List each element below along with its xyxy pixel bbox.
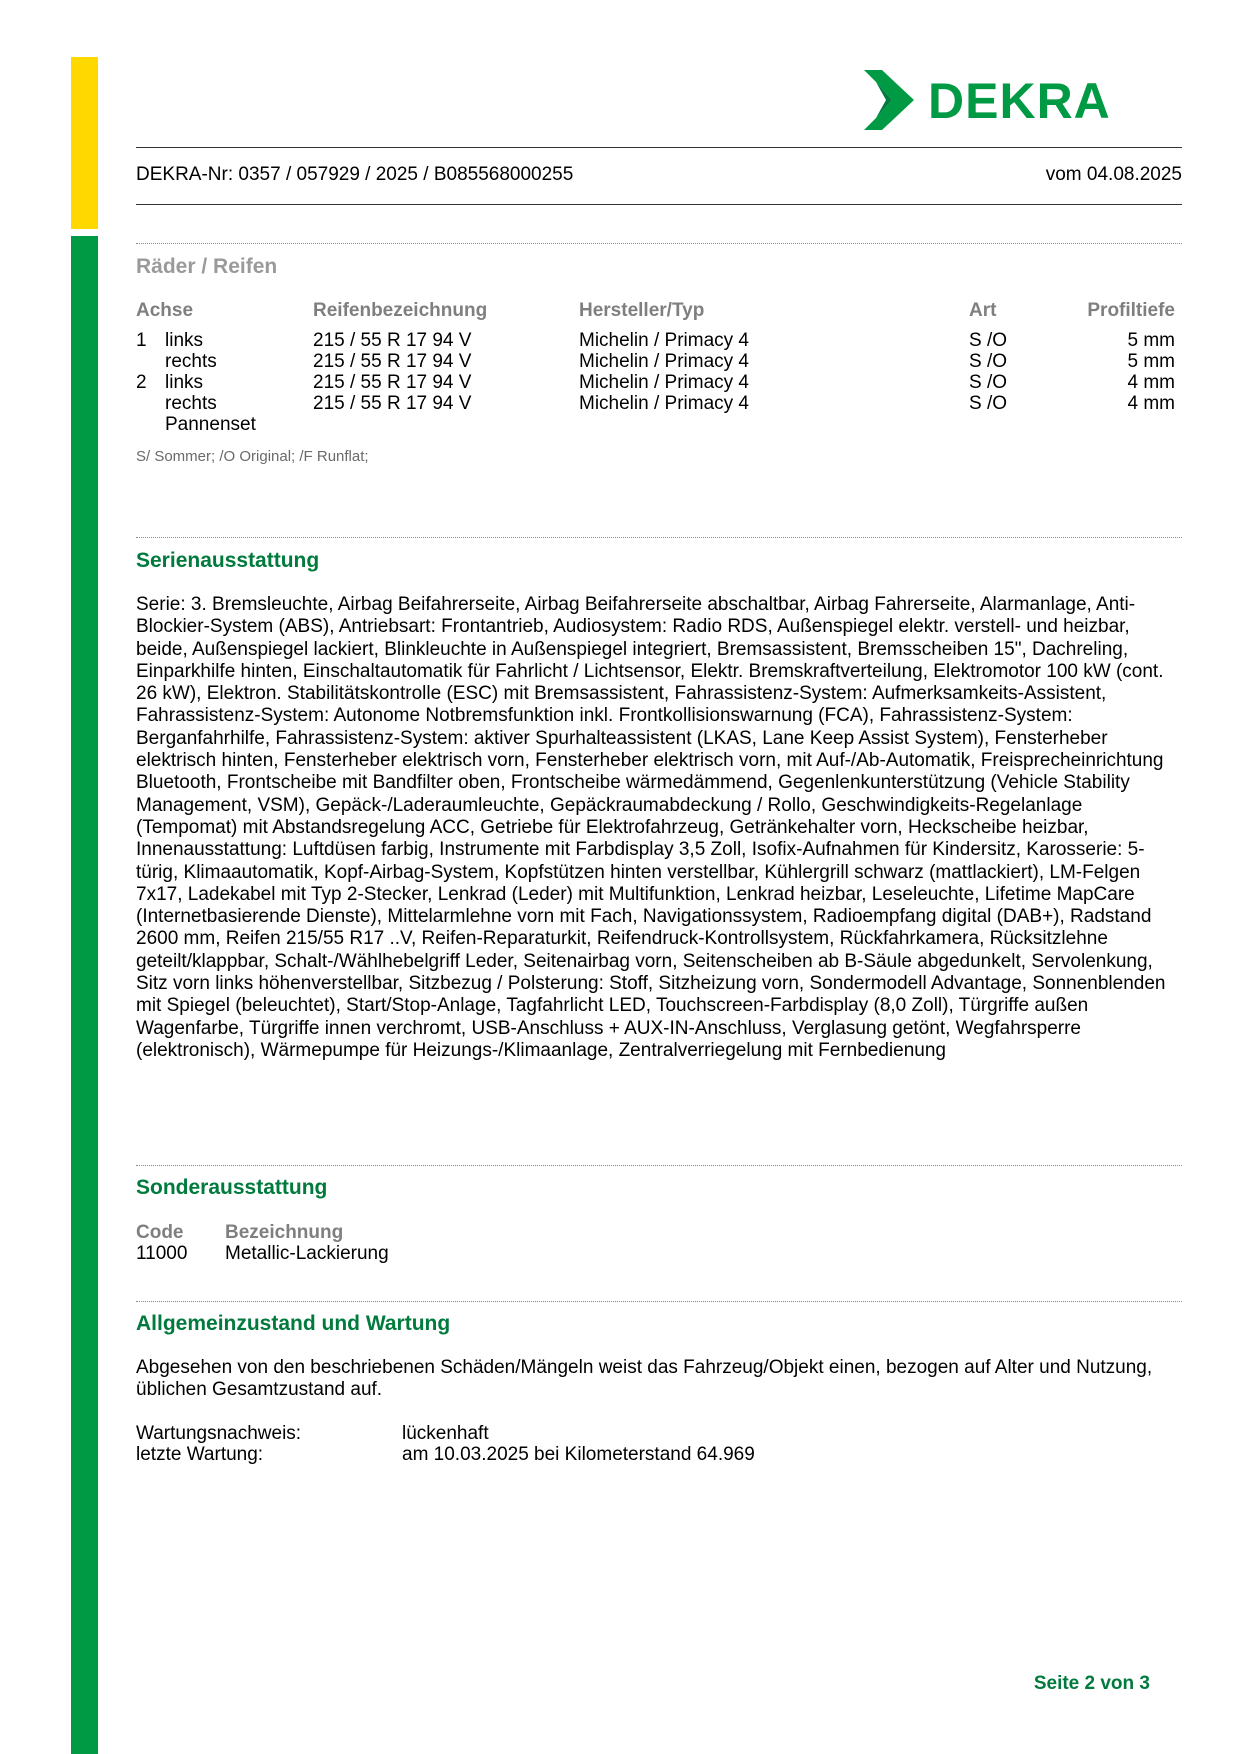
tire-type-legend: S/ Sommer; /O Original; /F Runflat;: [136, 448, 369, 465]
tire-make: Michelin / Primacy 4: [579, 330, 749, 351]
section-divider: [136, 243, 1182, 244]
tire-make: Michelin / Primacy 4: [579, 351, 749, 372]
tire-axle: 1: [136, 330, 147, 351]
tire-art: S /O: [969, 393, 1008, 414]
tires-section-title: Räder / Reifen: [136, 255, 278, 278]
tire-size: 215 / 55 R 17 94 V: [313, 330, 472, 351]
section-divider: [136, 1165, 1182, 1166]
report-date: vom 04.08.2025: [1045, 164, 1182, 185]
brand-stripe-yellow: [71, 57, 98, 229]
tire-make: Michelin / Primacy 4: [579, 372, 749, 393]
col-header-tire-size: Reifenbezeichnung: [313, 300, 488, 321]
maintenance-label: Wartungsnachweis:: [136, 1423, 302, 1444]
col-header-axle: Achse: [136, 300, 194, 321]
dekra-logo-text: DEKRA: [928, 73, 1111, 129]
serial-equipment-text: Serie: 3. Bremsleuchte, Airbag Beifahrerseite, Airbag Beifahrerseite abschaltbar, Airbag Fahrerseite, Alarmanlage, Anti-Blockier-System (ABS), Antriebsart: Frontantrieb, Audiosystem: Radio RDS, Außenspiegel elektr. verstell- und heizbar, beide, Außenspiegel lackiert, Blinkleuchte in Außenspiegel integriert, Bremsassistent, Bremsscheiben 15", Dachreling, Einparkhilfe hinten, Einschaltautomatik für Fahrlicht / Lichtsensor, Elektr. Bremskraftverteilung, Elektromotor 100 kW (cont. 26 kW), Elektron. Stabilitätskontrolle (ESC) mit Bremsassistent, Fahrassistenz-System: Aufmerksamkeits-Assistent, Fahrassistenz-System: Autonome Notbremsfunktion inkl. Frontkollisionswarnung (FCA), Fahrassistenz-System: Berganfahrhilfe, Fahrassistenz-System: aktiver Spurhalteassistent (LKAS, Lane Keep Assist System), Fensterheber elektrisch hinten, Fensterheber elektrisch vorn, Fensterheber elektrisch vorn, mit Auf-/Ab-Automatik, Freisprecheinrichtung Bluetooth, Frontscheibe mit Bandfilter oben, Frontscheibe wärmedämmend, Gegenlenkunterstützung (Vehicle Stability Management, VSM), Gepäck-/Laderaumleuchte, Gepäckraumabdeckung / Rollo, Geschwindigkeits-Regelanlage (Tempomat) mit Abstandsregelung ACC, Getriebe für Elektrofahrzeug, Getränkehalter vorn, Heckscheibe heizbar, Innenausstattung: Luftdüsen farbig, Instrumente mit Farbdisplay 3,5 Zoll, Isofix-Aufnahmen für Kindersitz, Karosserie: 5-türig, Klimaautomatik, Kopf-Airbag-System, Kopfstützen hinten verstellbar, Kühlergrill schwarz (mattlackiert), LM-Felgen 7x17, Ladekabel mit Typ 2-Stecker, Lenkrad (Leder) mit Multifunktion, Lenkrad heizbar, Leseleuchte, Lifetime MapCare (Internetbasierende Dienste), Mittelarmlehne vorn mit Fach, Navigationssystem, Radioempfang digital (DAB+), Radstand 2600 mm, Reifen 215/55 R17 ..V, Reifen-Reparaturkit, Reifendruck-Kontrollsystem, Rückfahrkamera, Rücksitzlehne geteilt/klappbar, Schalt-/Wählhebelgriff Leder, Seitenairbag vorn, Seitenscheiben ab B-Säule abgedunkelt, Servolenkung, Sitz vorn links höhenverstellbar, Sitzbezug / Polsterung: Stoff, Sitzheizung vorn, Sondermodell Advantage, Sonnenblenden mit Spiegel (beleuchtet), Start/Stop-Anlage, Tagfahrlicht LED, Touchscreen-Farbdisplay (8,0 Zoll), Türgriffe außen Wagenfarbe, Türgriffe innen verchromt, USB-Anschluss + AUX-IN-Anschluss, Verglasung getönt, Wegfahrsperre (elektronisch), Wärmepumpe für Heizungs-/Klimaanlage, Zentralverriegelung mit Fernbedienung: [136, 594, 1166, 1061]
col-header-tread-depth: Profiltiefe: [1087, 300, 1175, 321]
tire-size: 215 / 55 R 17 94 V: [313, 351, 472, 372]
col-header-manufacturer: Hersteller/Typ: [579, 300, 705, 321]
last-service-label: letzte Wartung:: [136, 1444, 264, 1465]
option-description: Metallic-Lackierung: [225, 1243, 389, 1264]
table-row: [0, 330, 1241, 351]
tire-art: S /O: [969, 372, 1008, 393]
last-service-value: am 10.03.2025 bei Kilometerstand 64.969: [402, 1444, 755, 1465]
table-row: [0, 351, 1241, 372]
dekra-logo-icon: [862, 68, 922, 132]
condition-text: Abgesehen von den beschriebenen Schäden/Mängeln weist das Fahrzeug/Objekt einen, bezogen auf Alter und Nutzung, üblichen Gesamtzustand auf.: [136, 1357, 1153, 1401]
tire-profile: 5 mm: [1127, 351, 1175, 372]
header-bottom-rule: [136, 204, 1182, 205]
maintenance-value: lückenhaft: [402, 1423, 489, 1444]
optional-equipment-title: Sonderausstattung: [136, 1176, 328, 1199]
tire-side: Pannenset: [165, 414, 256, 435]
tire-profile: 4 mm: [1127, 393, 1175, 414]
page-number: Seite 2 von 3: [1033, 1673, 1150, 1694]
table-row: [0, 414, 1241, 435]
col-header-code: Code: [136, 1222, 184, 1243]
col-header-description: Bezeichnung: [225, 1222, 344, 1243]
brand-stripe-green: [71, 236, 98, 1754]
serial-equipment-title: Serienausstattung: [136, 549, 320, 572]
report-reference: DEKRA-Nr: 0357 / 057929 / 2025 / B085568000255: [136, 164, 574, 185]
section-divider: [136, 1301, 1182, 1302]
col-header-type: Art: [969, 300, 997, 321]
header-top-rule: [136, 147, 1182, 148]
tire-side: rechts: [165, 393, 217, 414]
tire-art: S /O: [969, 330, 1008, 351]
table-row: [0, 393, 1241, 414]
tire-side: links: [165, 330, 204, 351]
tire-size: 215 / 55 R 17 94 V: [313, 372, 472, 393]
tire-make: Michelin / Primacy 4: [579, 393, 749, 414]
tire-side: rechts: [165, 351, 217, 372]
table-row: [0, 372, 1241, 393]
option-code: 11000: [136, 1243, 188, 1264]
section-divider: [136, 537, 1182, 538]
tire-size: 215 / 55 R 17 94 V: [313, 393, 472, 414]
tire-profile: 5 mm: [1127, 330, 1175, 351]
tire-profile: 4 mm: [1127, 372, 1175, 393]
condition-title: Allgemeinzustand und Wartung: [136, 1312, 451, 1335]
tire-art: S /O: [969, 351, 1008, 372]
tire-side: links: [165, 372, 204, 393]
tire-axle: 2: [136, 372, 147, 393]
dekra-logo: [862, 68, 1111, 132]
